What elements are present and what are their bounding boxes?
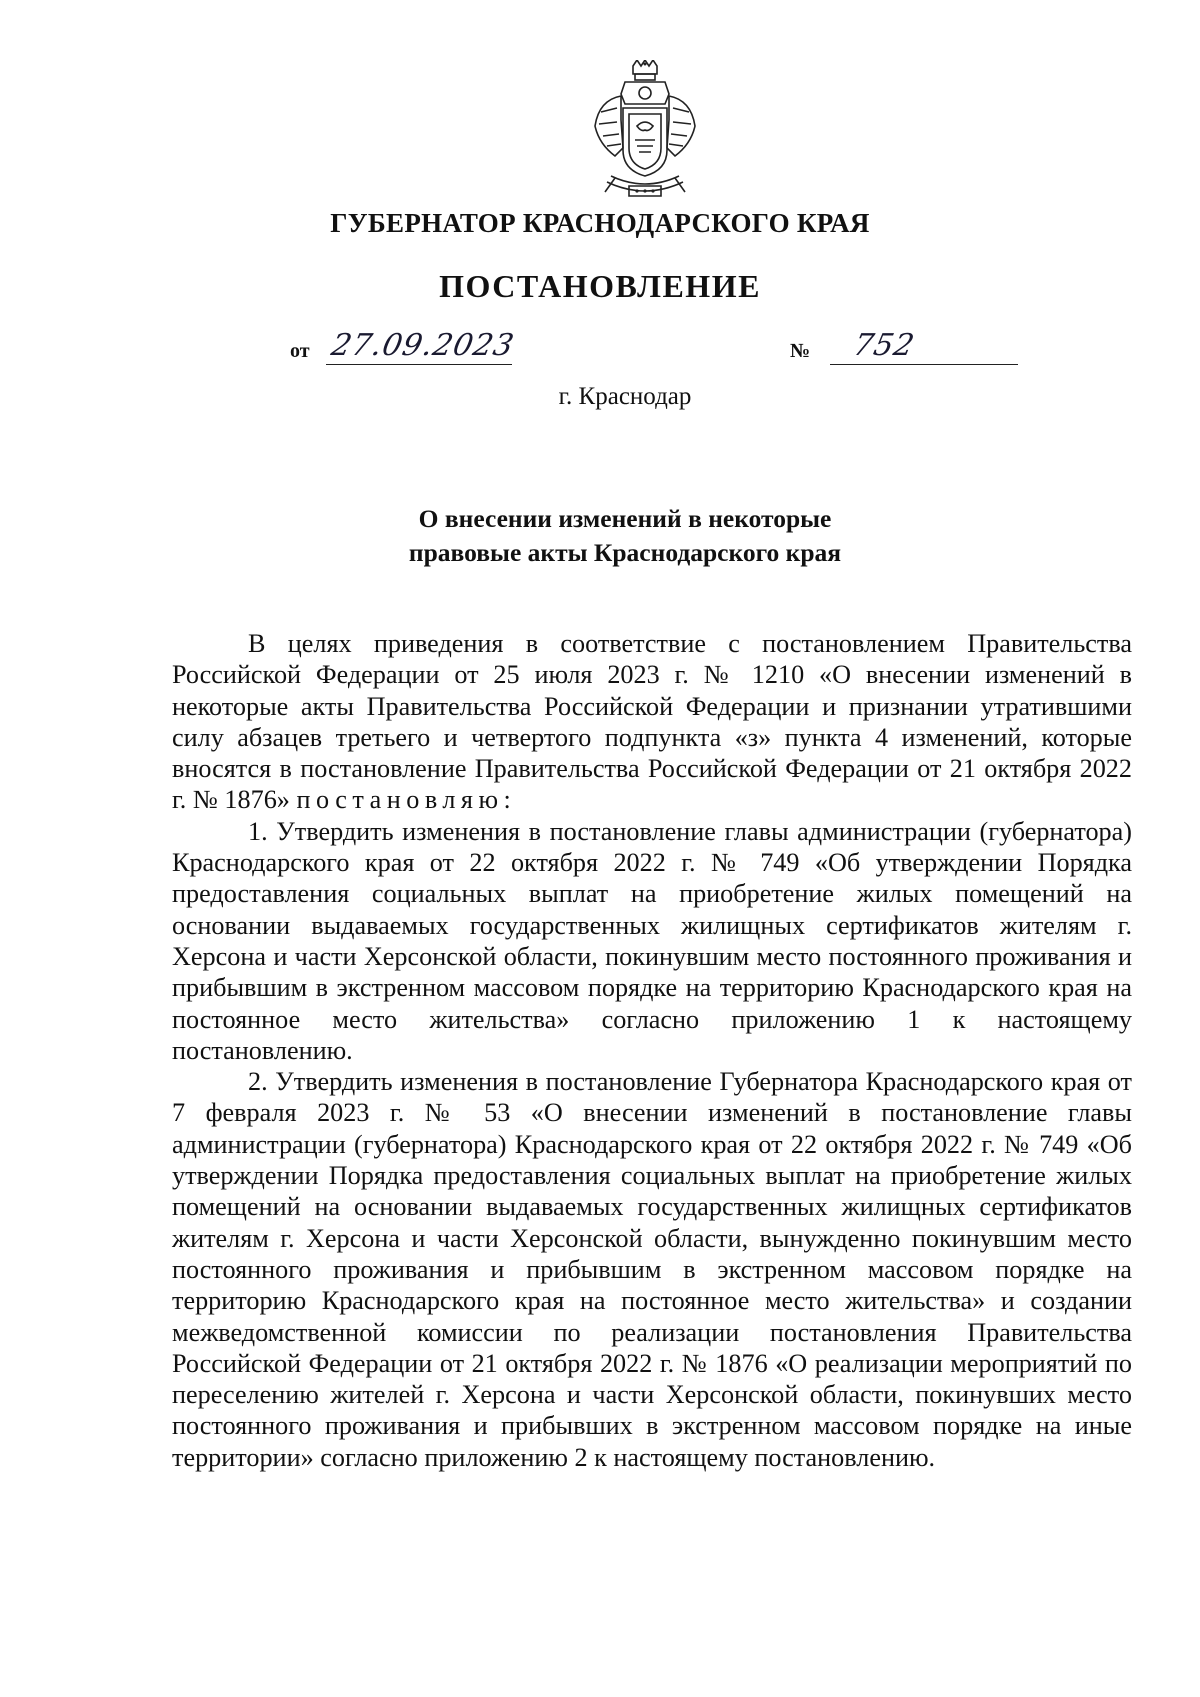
number-underline (830, 364, 1018, 365)
subject-line-2: правовые акты Краснодарского края (408, 538, 842, 567)
item-1-paragraph: 1. Утвердить изменения в постановление главы администрации (губернатора) Краснодарского края от 22 октября 2022 г. № 749 «Об утверждении Порядка предоставления социальных выплат на приобретение жилых помещений на основании выдаваемых государственных жилищных сертификатов жителям г. Херсона и части Херсонской области, покинувшим место постоянного проживания и прибывшим в экстренном массовом порядке на территорию Краснодарского края на постоянное место жительства» согласно приложению 1 к настоящему постановлению. (172, 816, 1132, 1065)
krasnodar-krai-coat-of-arms-icon (585, 60, 705, 210)
item-2-paragraph: 2. Утвердить изменения в постановление Губернатора Краснодарского края от 7 февраля 2023 г. № 53 «О внесении изменений в постановление главы администрации (губернатора) Краснодарского края от 22 октября 2022 г. № 749 «Об утверждении Порядка предоставления социальных выплат на приобретение жилых помещений на основании выдаваемых государственных жилищных сертификатов жителям г. Херсона и части Херсонской области, вынужденно покинувшим место постоянного проживания и прибывшим в экстренном массовом порядке на территорию Краснодарского края на постоянное место жительства» и создании межведомственной комиссии по реализации постановления Правительства Российской Федерации от 21 октября 2022 г. № 1876 «О реализации мероприятий по переселению жителей г. Херсона и части Херсонской области, покинувших место постоянного проживания и прибывших в экстренном массовом порядке на иные территории» согласно приложению 2 к настоящему постановлению. (172, 1067, 1132, 1472)
resolve-word: постановляю: (296, 785, 517, 815)
subject-line-1: О внесении изменений в некоторые (418, 504, 832, 533)
city: г. Краснодар (558, 383, 692, 410)
number-value-handwritten: 752 (850, 328, 918, 363)
date-value-handwritten: 27.09.2023 (328, 328, 518, 363)
preamble-paragraph (172, 628, 1132, 816)
date-prefix: от (290, 340, 310, 362)
number-label: № (790, 340, 811, 362)
document-type: ПОСТАНОВЛЕНИЕ (439, 268, 761, 304)
date-underline (326, 364, 512, 365)
preamble-text: В целях приведения в соответствие с постановлением Правительства Российской Федерации от 25 июля 2023 г. № 1210 «О внесении изменений в некоторые акты Правительства Российской Федерации и признании утратившими силу абзацев третьего и четвертого подпункта «з» пункта 4 изменений, которые вносятся в постановление Правительства Российской Федерации от 21 октября 2022 г. № 1876» (172, 629, 1132, 815)
document-body (172, 628, 1132, 1473)
authority-title: ГУБЕРНАТОР КРАСНОДАРСКОГО КРАЯ (330, 208, 870, 238)
document-subject (0, 502, 1200, 570)
